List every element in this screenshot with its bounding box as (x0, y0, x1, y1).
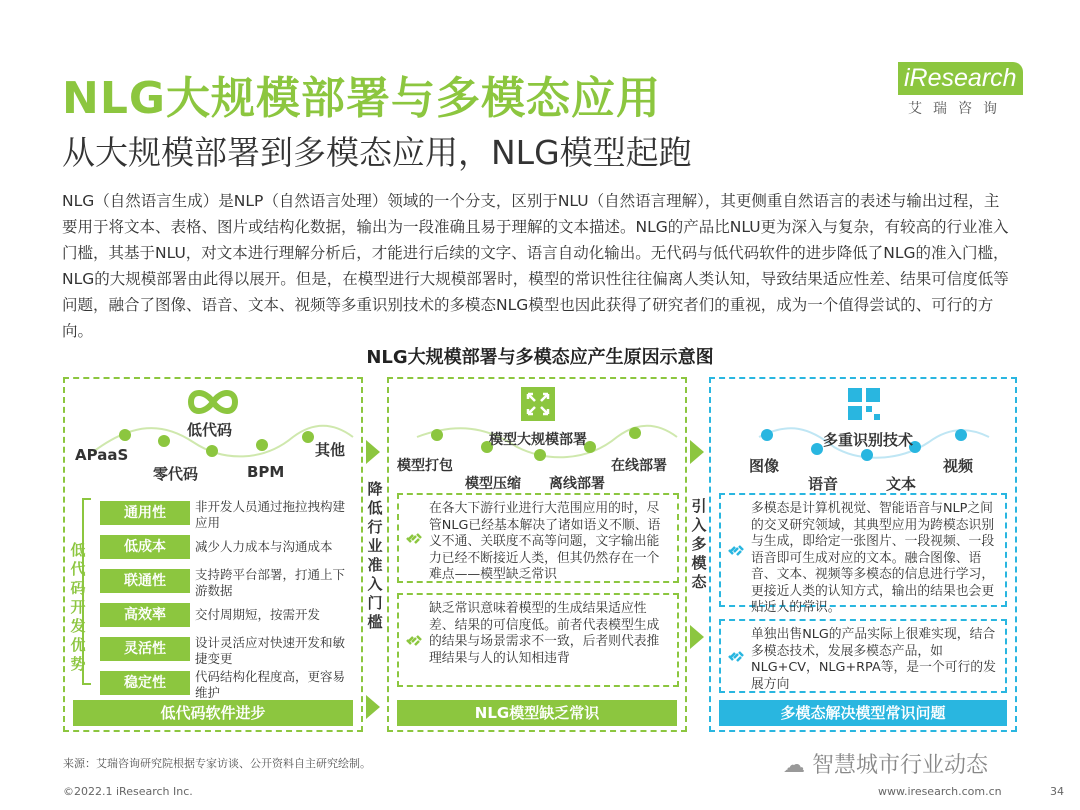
advantage-row (100, 601, 358, 628)
box-text: 在各大下游行业进行大范围应用的时，尽管NLG已经基本解决了诸如语义不顺、语义不通、关联度不高等问题，文字输出能力已经不断接近人类，但其仍然存在一个难点——模型缺乏常识 (429, 501, 661, 582)
box-text: 单独出售NLG的产品实际上很难实现，结合多模态技术，发展多模态产品，如NLG+CV，NLG+RPA等，是一个可行的发展方向 (751, 627, 996, 692)
website: www.iresearch.com.cn (878, 785, 1002, 798)
logo-brand: iResearch (898, 62, 1023, 95)
wechat-icon: ☁ (783, 753, 805, 778)
node-dot (955, 429, 967, 441)
connector-label: 降低行业准入门槛 (367, 480, 383, 631)
advantage-row (100, 533, 358, 560)
link-icon (727, 647, 745, 665)
node-dot (811, 443, 823, 455)
advantage-desc: 支持跨平台部署，打通上下游数据 (195, 567, 346, 598)
panel-low-code (63, 377, 363, 732)
advantage-desc: 交付周期短，按需开发 (195, 607, 321, 622)
node-label: 图像 (749, 457, 780, 475)
node-dot (431, 429, 443, 441)
advantage-desc: 减少人力成本与沟通成本 (195, 539, 333, 554)
text-box (397, 593, 679, 687)
advantage-desc: 设计灵活应对快速开发和敏捷变更 (195, 635, 346, 666)
arrow-icon (366, 440, 380, 464)
page-title: NLG大规模部署与多模态应用 (62, 73, 661, 124)
intro-paragraph: NLG（自然语言生成）是NLP（自然语言处理）领域的一个分支，区别于NLU（自然语言理解），其更侧重自然语言的表述与输出过程，主要用于将文本、表格、图片或结构化数据，输出为一段准确且易于理解的文本描述。NLG的产品比NLU更为深入与复杂，有较高的行业准入门槛，其基于NLU，对文本进行理解分析后，才能进行后续的文字、语言自动化输出。无代码与低代码软件的进步降低了NLG的准入门槛，NLG的大规模部署由此得以展开。但是，在模型进行大规模部署时，模型的常识性往往偏离人类认知，导致结果适应性差、结果可信度低等问题，融合了图像、语音、文本、视频等多重识别技术的多模态NLG模型也因此获得了研究者们的重视，成为一个值得尝试的、可行的方向。 (62, 192, 1009, 340)
arrow-icon (690, 440, 704, 464)
node-dot (302, 431, 314, 443)
node-dot (761, 429, 773, 441)
arrow-icon (366, 695, 380, 719)
node-label: 离线部署 (549, 476, 605, 492)
node-dot (119, 429, 131, 441)
figure-title: NLG大规模部署与多模态应产生原因示意图 (366, 347, 714, 368)
advantage-tag: 稳定性 (100, 671, 190, 695)
panel-footer: 低代码软件进步 (73, 700, 353, 726)
infinity-icon (185, 387, 241, 417)
link-icon (405, 529, 423, 547)
node-label: 模型压缩 (465, 476, 521, 492)
box-text: 缺乏常识意味着模型的生成结果适应性差、结果的可信度低。前者代表模型生成的结果与场景需求不一致，后者则代表推理结果与人的认知相违背 (429, 601, 660, 666)
node-label: 语音 (808, 475, 839, 493)
advantage-tag: 低成本 (100, 535, 190, 559)
node-label: 其他 (315, 441, 346, 459)
iresearch-logo (898, 62, 1028, 122)
node-label: 低代码 (187, 421, 233, 439)
node-label: APaaS (75, 446, 129, 464)
node-label: 零代码 (153, 465, 199, 483)
side-label: 低代码开发优势 (70, 541, 86, 673)
node-dot (256, 439, 268, 451)
copyright: ©2022.1 iResearch Inc. (63, 785, 193, 798)
page-subtitle: 从大规模部署到多模态应用，NLG模型起跑 (62, 133, 692, 172)
node-label: 文本 (886, 475, 917, 493)
node-dot (158, 435, 170, 447)
advantage-desc: 非开发人员通过拖拉拽构建应用 (195, 499, 346, 530)
panel-footer: 多模态解决模型常识问题 (719, 700, 1007, 726)
watermark-text: 智慧城市行业动态 (812, 753, 989, 778)
node-dot (206, 445, 218, 457)
advantage-tag: 高效率 (100, 603, 190, 627)
text-box (719, 493, 1007, 615)
source-note: 来源：艾瑞咨询研究院根据专家访谈、公开资料自主研究绘制。 (63, 757, 371, 770)
arrow-icon (690, 625, 704, 649)
advantage-tag: 联通性 (100, 569, 190, 593)
advantage-desc: 代码结构化程度高，更容易维护 (195, 669, 346, 700)
grid-icon (847, 387, 881, 421)
node-label: 模型打包 (397, 458, 453, 474)
logo-cn: 艾瑞咨询 (908, 101, 1008, 117)
node-label: 在线部署 (611, 458, 667, 474)
advantage-row (100, 567, 358, 598)
text-box (719, 619, 1007, 693)
link-icon (727, 541, 745, 559)
advantage-row (100, 669, 358, 700)
expand-icon (521, 387, 555, 421)
advantage-row (100, 499, 358, 530)
advantage-row (100, 635, 358, 666)
node-dot (534, 449, 546, 461)
panel-footer: NLG模型缺乏常识 (397, 700, 677, 726)
text-box (397, 493, 679, 583)
node-label: 视频 (943, 457, 974, 475)
page-number: 34 (1050, 785, 1064, 798)
advantage-tag: 灵活性 (100, 637, 190, 661)
node-dot (629, 427, 641, 439)
panel-nlg-deployment (387, 377, 687, 732)
link-icon (405, 631, 423, 649)
advantage-tag: 通用性 (100, 501, 190, 525)
node-label: 多重识别技术 (823, 431, 914, 449)
node-label: 模型大规模部署 (489, 432, 587, 448)
box-text: 多模态是计算机视觉、智能语音与NLP之间的交叉研究领域，其典型应用为跨模态识别与生成，即给定一张图片、一段视频、一段语音即可生成对应的文本。融合图像、语音、文本、视频等多模态的信息进行学习，更接近人类的认知方式，输出的结果也会更贴近人的常识。 (751, 501, 995, 615)
node-label: BPM (247, 463, 285, 481)
node-dot (861, 449, 873, 461)
connector-label: 引入多模态 (691, 497, 707, 591)
panel-multimodal (709, 377, 1017, 732)
watermark (783, 748, 988, 779)
